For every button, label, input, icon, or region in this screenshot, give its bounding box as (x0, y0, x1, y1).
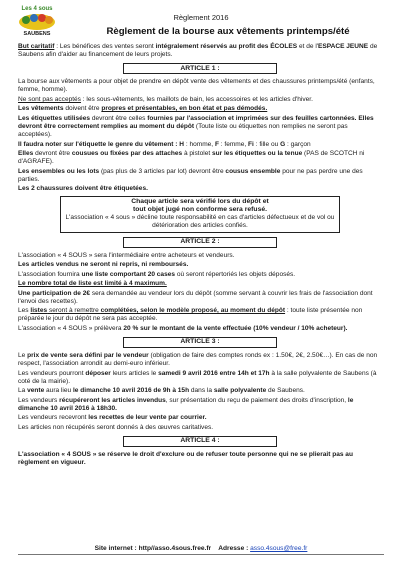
footer-divider (18, 554, 384, 555)
article-1-para-2 (18, 96, 382, 104)
a3-p2-a: Les vendeurs pourront (18, 369, 86, 377)
a2-p7-a: L'association « 4 SOUS » prélèvera (18, 324, 124, 332)
article-2-para-7 (18, 325, 382, 333)
a3-p4-d: le dimanche 10 avril 2016 à 18h30. (18, 396, 354, 412)
a1-p5-d: : femme, (218, 140, 249, 148)
document-body (18, 43, 382, 469)
a2-p3-c: où seront répertoriés les objets déposés. (175, 270, 296, 278)
article-4-heading: ARTICLE 4 : (123, 436, 277, 447)
intro-text-4: ESPACE JEUNE (318, 43, 369, 50)
a1-p7-d: pour ne pas perdre une des parties. (18, 167, 363, 183)
website-link[interactable]: Site internet : http//asso.4sous.free.fr (94, 545, 212, 552)
intro-text-5: de Saubens afin d'aider au financement de leurs projets. (18, 43, 378, 59)
email-link[interactable]: asso.4sous@free.fr (250, 545, 308, 552)
a1-p3-b: doivent être (63, 105, 102, 113)
a3-p1-a: Le (18, 352, 28, 360)
a2-p6-c: seront à remettre (47, 307, 101, 315)
article-3-para-5 (18, 414, 382, 422)
notice-line-1: Chaque article sera vérifié lors du dépôt et (131, 198, 269, 206)
a1-p5-g: G (280, 140, 286, 148)
a1-p4-d: (Toute liste ou étiquettes non remplies ne seront pas acceptées). (18, 123, 348, 139)
document-year: Règlement 2016 (173, 13, 229, 22)
a2-p7-b: 20 % sur le montant de la vente effectuée (10% vendeur / 10% acheteur). (123, 324, 348, 332)
article-2-heading: ARTICLE 2 : (123, 237, 277, 248)
a3-p4-c: , sur présentation du reçu de paiement des droits d'inscription, (165, 396, 348, 404)
a3-p1-c: (obligation de faire des comptes ronds ex : 1.50€, 2€, 2.50€…). En cas de non respect, l'association arrondit au demi-euro inférieur. (18, 352, 378, 368)
a3-p2-d: samedi 9 avril 2016 entre 14h et 17h (158, 369, 270, 377)
a3-p2-b: déposer (85, 369, 111, 377)
a3-p3-b: vente (27, 387, 45, 395)
verification-notice (60, 196, 340, 232)
article-1-para-7 (18, 168, 382, 184)
a1-p4-c: fournies par l'association et imprimées sur des feuilles cartonnées. Elles devront être correctement remplies au moment du dépôt (18, 114, 374, 131)
a1-p7-a: Les ensembles ou les lots (18, 167, 100, 175)
a3-p2-e: à la salle polyvalente de Saubens (à coté de la mairie). (18, 369, 377, 385)
intro-text-3: et de l' (297, 43, 319, 50)
a3-p4-b: récupéreront les articles invendus (59, 396, 166, 404)
a2-p4: Le nombre total de liste est limité à 4 maximum. (18, 280, 167, 288)
notice-line-3: L'association « 4 sous » décline toute responsabilité en cas d'articles défectueux et de vol ou détérioration des articles confiés. (65, 213, 335, 229)
a2-p6-b: listes (30, 307, 48, 315)
article-3-para-6: Les articles non récupérés seront donnés à des œuvres caritatives. (18, 423, 214, 431)
a1-p7-b: (pas plus de 3 articles par lot) devront être (99, 167, 226, 175)
a1-p6-f: (PAS de SCOTCH ni d'AGRAFE). (18, 150, 365, 166)
a2-p5-a: Une participation de 2€ (18, 289, 91, 297)
not-accepted-label: Ne sont pas acceptés (18, 95, 81, 103)
a3-p3-g: de Saubens. (266, 387, 305, 395)
a1-p5-c: F (214, 140, 219, 148)
article-3-para-3 (18, 387, 382, 395)
a1-p5-b: : homme, (184, 140, 215, 148)
a3-p3-f: salle polyvalente (213, 387, 267, 395)
a1-p6-e: sur les étiquettes ou la tenue (211, 150, 303, 158)
intro-text-2: intégralement réservés au profit des ÉCOLES (155, 43, 298, 50)
a3-p5-a: Les vendeurs recevront (18, 414, 89, 422)
a2-p6-e: : toute liste présentée non préparée le jour du dépôt ne sera pas acceptée. (18, 307, 363, 323)
a2-p2: Les articles vendus ne seront ni repris, ni remboursés. (18, 261, 189, 269)
article-4-para-1 (18, 451, 382, 467)
article-3-para-4 (18, 397, 382, 413)
a3-p5-b: les recettes de leur vente par courrier. (88, 414, 207, 422)
article-1-para-5 (18, 141, 382, 149)
article-1-para-3 (18, 105, 382, 113)
article-3-para-1 (18, 352, 382, 368)
article-3-para-2 (18, 370, 382, 386)
a1-p3-a: Les vêtements (18, 105, 64, 113)
article-1-para-8 (18, 185, 382, 193)
document-title: Règlement de la bourse aux vêtements printemps/été (106, 26, 350, 37)
a3-p3-a: La (18, 387, 28, 395)
intro-lead: But caritatif (18, 43, 55, 50)
a4-p1: L'association « 4 SOUS » se réserve le droit d'exclure ou de refuser toute personne qui ne se plierait pas au règlement en vigueur. (18, 451, 353, 467)
a2-p5-b: sera demandée au vendeur lors du dépôt (somme servant à couvrir les frais de l'association dont l'envoi des recettes). (18, 289, 373, 305)
page-footer (0, 545, 402, 552)
article-1-para-1: La bourse aux vêtements a pour objet de prendre en dépôt vente des vêtements et des chaussures printemps/été (enfants, femme, homme). (18, 78, 375, 94)
article-1-para-4 (18, 115, 382, 139)
a1-p6-a: Elles (18, 150, 34, 158)
a1-p5-a: Il faudra noter sur l'étiquette le genre du vêtement : H (18, 140, 184, 148)
article-3-heading: ARTICLE 3 : (123, 337, 277, 348)
a1-p6-d: à pistolet (182, 150, 212, 158)
a2-p6-d: complétées, selon le modèle proposé, au moment du dépôt (100, 307, 286, 315)
article-1-heading: ARTICLE 1 : (123, 63, 277, 74)
logo-subtitle: SAUBENS (23, 31, 51, 37)
a1-p5-e: Fi (248, 140, 254, 148)
a3-p3-d: le dimanche 10 avril 2016 de 9h à 15h (72, 387, 190, 395)
intro-text-1: : Les bénéfices des ventes seront (54, 43, 156, 50)
a1-p5-h: : garçon (285, 140, 311, 148)
article-2-para-5 (18, 290, 382, 306)
a2-p3-a: L'association fournira (18, 270, 82, 278)
article-2-para-2 (18, 261, 382, 269)
a1-p3-c: propres et présentables, en bon état et pas démodés. (101, 105, 268, 113)
article-1-para-6 (18, 150, 382, 166)
a2-p6-a: Les (18, 307, 31, 315)
a1-p8: Les 2 chaussures doivent être étiquetées. (18, 185, 148, 193)
a1-p4-a: Les étiquettes utilisées (18, 114, 91, 122)
a3-p3-e: dans la (189, 387, 214, 395)
not-accepted-text: : les sous-vêtements, les maillots de bain, les accessoires et les articles d'hiver. (80, 95, 313, 103)
address-label: Adresse : (218, 545, 251, 552)
a3-p4-a: Les vendeurs (18, 396, 60, 404)
a1-p6-c: cousues ou fixées par des attaches (71, 150, 183, 158)
intro-paragraph (18, 43, 382, 59)
article-2-para-1: L'association « 4 SOUS » sera l'intermédiaire entre acheteurs et vendeurs. (18, 251, 235, 259)
article-2-para-6 (18, 307, 382, 323)
a1-p6-b: devront être (33, 150, 72, 158)
article-2-para-4 (18, 280, 382, 288)
logo-title: Les 4 sous (21, 6, 53, 12)
a3-p1-b: prix de vente sera défini par le vendeur (27, 352, 149, 360)
a1-p4-b: devront être celles (90, 114, 148, 122)
notice-line-2: tout objet jugé non conforme sera refusé. (132, 206, 268, 214)
a3-p3-c: aura lieu (44, 387, 73, 395)
a3-p2-c: leurs articles le (110, 369, 159, 377)
a1-p7-c: cousus ensemble (225, 167, 281, 175)
a2-p3-b: une liste comportant 20 cases (81, 270, 175, 278)
a1-p5-f: : fille ou (253, 140, 281, 148)
article-2-para-3 (18, 271, 382, 279)
